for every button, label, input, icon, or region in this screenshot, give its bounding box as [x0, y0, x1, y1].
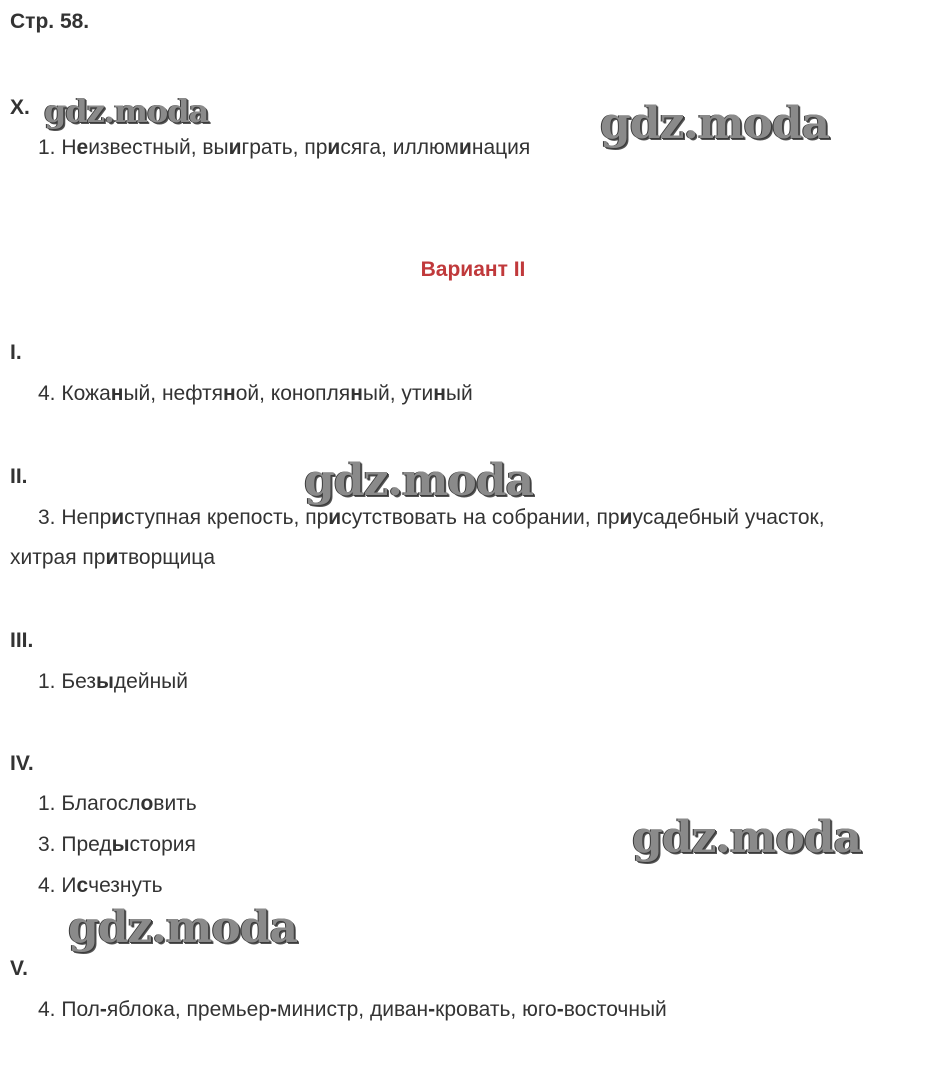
highlighted-letter: н — [110, 382, 124, 405]
watermark-logo: gdz.moda — [632, 812, 862, 863]
text-segment: известный, вы — [88, 136, 229, 159]
text-segment: кровать, юго — [435, 998, 557, 1021]
highlighted-letter: - — [556, 998, 564, 1021]
highlighted-letter: - — [99, 998, 107, 1021]
highlighted-letter: и — [228, 136, 242, 159]
text-segment: 1. Н — [38, 136, 77, 159]
highlighted-letter: е — [76, 136, 89, 159]
variant-title: Вариант II — [420, 258, 526, 281]
text-segment: 1. Благосл — [38, 792, 141, 815]
watermark-logo: gdz.moda — [600, 98, 830, 149]
text-segment: сяга, иллюм — [340, 136, 459, 159]
highlighted-letter: и — [458, 136, 472, 159]
highlighted-letter: о — [140, 792, 154, 815]
section-label-i: I. — [10, 341, 22, 364]
answer-line — [38, 136, 530, 160]
highlighted-letter: ы — [95, 670, 114, 693]
text-segment: ступная крепость, пр — [124, 506, 329, 529]
text-segment: ой, конопля — [235, 382, 351, 405]
text-segment: 4. Кожа — [38, 382, 111, 405]
highlighted-letter: - — [428, 998, 436, 1021]
text-segment: 3. Пред — [38, 833, 112, 856]
highlighted-letter: н — [433, 382, 446, 405]
text-segment: 1. Без — [38, 670, 96, 693]
highlighted-letter: и — [111, 506, 125, 529]
section-label-v: V. — [10, 957, 28, 980]
answer-line — [38, 792, 197, 816]
text-segment: дейный — [113, 670, 189, 693]
answer-line — [38, 833, 196, 857]
text-segment: 4. И — [38, 874, 77, 897]
text-segment: грать, пр — [241, 136, 328, 159]
highlighted-letter: и — [619, 506, 633, 529]
answer-line — [38, 998, 667, 1022]
answer-line — [38, 874, 163, 898]
text-segment: восточный — [563, 998, 667, 1021]
section-label-x: X. — [10, 96, 30, 119]
text-segment: стория — [129, 833, 196, 856]
answer-line — [38, 670, 188, 694]
highlighted-letter: и — [327, 136, 341, 159]
watermark-logo: gdz.moda — [304, 455, 534, 506]
watermark-logo: gdz.moda — [68, 902, 298, 953]
text-segment: чезнуть — [88, 874, 163, 897]
answer-line — [38, 506, 825, 530]
text-segment: 4. Пол — [38, 998, 100, 1021]
highlighted-letter: и — [328, 506, 342, 529]
text-segment: 3. Непр — [38, 506, 112, 529]
watermark-logo: gdz.moda — [44, 92, 209, 130]
text-segment: ый, нефтя — [123, 382, 224, 405]
highlighted-letter: ы — [111, 833, 130, 856]
text-segment: нация — [471, 136, 531, 159]
text-segment: ый — [445, 382, 473, 405]
answer-line — [38, 382, 473, 406]
text-segment: сутствовать на собрании, пр — [341, 506, 620, 529]
section-label-iii: III. — [10, 629, 34, 652]
highlighted-letter: н — [350, 382, 363, 405]
answer-line-continued — [10, 546, 215, 570]
text-segment: творщица — [118, 546, 216, 569]
text-segment: яблока, премьер — [106, 998, 271, 1021]
highlighted-letter: с — [76, 874, 89, 897]
highlighted-letter: и — [105, 546, 119, 569]
highlighted-letter: - — [270, 998, 278, 1021]
text-segment: вить — [153, 792, 197, 815]
section-label-ii: II. — [10, 465, 28, 488]
text-segment: ый, ути — [362, 382, 434, 405]
text-segment: хитрая пр — [10, 546, 106, 569]
highlighted-letter: н — [223, 382, 236, 405]
text-segment: усадебный участок, — [632, 506, 825, 529]
page-label: Стр. 58. — [10, 10, 90, 33]
section-label-iv: IV. — [10, 752, 34, 775]
text-segment: министр, диван — [277, 998, 429, 1021]
